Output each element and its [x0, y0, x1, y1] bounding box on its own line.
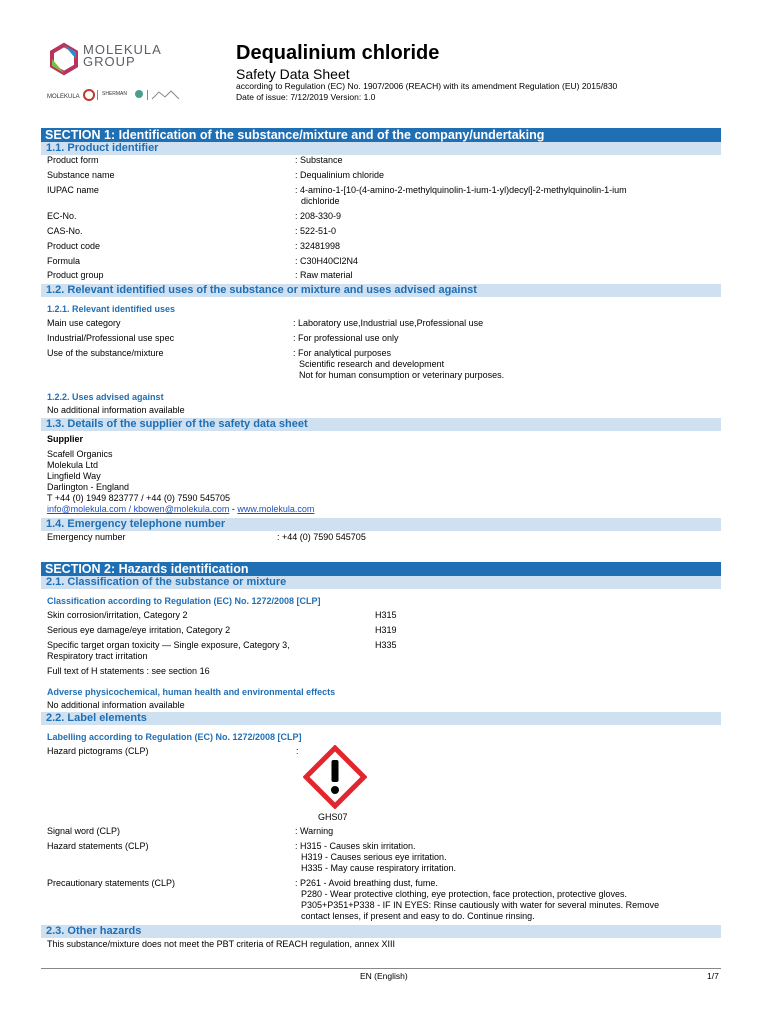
document-title: Dequalinium chloride [236, 42, 440, 64]
ghs07-pictogram [303, 745, 367, 809]
molekula-logo-icon [47, 42, 81, 76]
hazard-class-label: Specific target organ toxicity — Single exposure, Category 3, [47, 640, 290, 650]
pictogram-label: Hazard pictograms (CLP) [47, 746, 149, 756]
row-value: : For analytical purposes [293, 348, 392, 358]
row-label: Product form [47, 155, 99, 165]
hazard-class-code: H319 [375, 625, 397, 635]
issue-date: Date of issue: 7/12/2019 Version: 1.0 [236, 92, 376, 102]
precautionary-statement: : P261 - Avoid breathing dust, fume. [295, 878, 438, 888]
footer-divider [41, 968, 721, 969]
precautionary-statement: P305+P351+P338 - IF IN EYES: Rinse cautiously with water for several minutes. Remove [301, 900, 660, 910]
subsection-1-1-header: 1.1. Product identifier [41, 142, 721, 155]
row-value: : Laboratory use,Industrial use,Professional use [293, 318, 484, 328]
classification-title: Classification according to Regulation (EC) No. 1272/2008 [CLP] [47, 596, 321, 606]
row-label: CAS-No. [47, 226, 83, 236]
subsection-2-1-header: 2.1. Classification of the substance or mixture [41, 576, 721, 589]
no-info-text: No additional information available [47, 405, 185, 415]
labelling-title: Labelling according to Regulation (EC) No. 1272/2008 [CLP] [47, 732, 302, 742]
hazard-class-label: Serious eye damage/eye irritation, Category 2 [47, 625, 231, 635]
partner-logos [47, 86, 212, 104]
hazard-statements-label: Hazard statements (CLP) [47, 841, 149, 851]
regulation-text: according to Regulation (EC) No. 1907/2006 (REACH) with its amendment Regulation (EU) 2015/830 [236, 81, 618, 91]
row-value: : Dequalinium chloride [295, 170, 385, 180]
row-value: : Substance [295, 155, 343, 165]
row-value: : C30H40Cl2N4 [295, 256, 359, 266]
subsection-1-3-header: 1.3. Details of the supplier of the safety data sheet [41, 418, 721, 431]
row-label: Product group [47, 270, 104, 280]
subsection-1-2-2-title: 1.2.2. Uses advised against [47, 392, 164, 402]
adverse-effects-title: Adverse physicochemical, human health and environmental effects [47, 687, 336, 697]
website-link[interactable]: www.molekula.com [237, 504, 315, 514]
row-label: IUPAC name [47, 185, 99, 195]
row-value-cont: Scientific research and development [299, 359, 445, 369]
supplier-line: Darlington - England [47, 482, 130, 492]
row-value: : 32481998 [295, 241, 341, 251]
section-1-header: SECTION 1: Identification of the substance/mixture and of the company/undertaking [41, 128, 721, 142]
link-separator: - [229, 504, 238, 514]
hazard-class-code: H315 [375, 610, 397, 620]
hazard-statement: : H315 - Causes skin irritation. [295, 841, 416, 851]
subsection-1-4-header: 1.4. Emergency telephone number [41, 518, 721, 531]
footer-page-number: 1/7 [707, 971, 719, 981]
section-2-header: SECTION 2: Hazards identification [41, 562, 721, 576]
row-label: Industrial/Professional use spec [47, 333, 175, 343]
hazard-class-code: H335 [375, 640, 397, 650]
pictogram-colon: : [296, 746, 299, 756]
emergency-value: : +44 (0) 7590 545705 [277, 532, 366, 542]
signal-word-value: : Warning [295, 826, 334, 836]
svg-text:SHERMAN: SHERMAN [102, 91, 128, 97]
precautionary-label: Precautionary statements (CLP) [47, 878, 176, 888]
subsection-2-2-header: 2.2. Label elements [41, 712, 721, 725]
row-value: : For professional use only [293, 333, 399, 343]
row-value: : 522-51-0 [295, 226, 337, 236]
row-label: Formula [47, 256, 81, 266]
document-subtitle: Safety Data Sheet [236, 66, 350, 82]
document-meta [236, 81, 617, 103]
supplier-line: Scafell Organics [47, 449, 113, 459]
supplier-line: Molekula Ltd [47, 460, 99, 470]
supplier-phone: T +44 (0) 1949 823777 / +44 (0) 7590 545705 [47, 493, 230, 503]
row-label: Substance name [47, 170, 115, 180]
row-label: Product code [47, 241, 101, 251]
row-label: Main use category [47, 318, 121, 328]
hazard-statement: H335 - May cause respiratory irritation. [301, 863, 457, 873]
supplier-label: Supplier [47, 434, 84, 444]
email-link[interactable]: info@molekula.com / kbowen@molekula.com [47, 504, 230, 514]
emergency-label: Emergency number [47, 532, 126, 542]
hazard-class-label-cont: Respiratory tract irritation [47, 651, 148, 661]
full-text-note: Full text of H statements : see section 16 [47, 666, 210, 676]
subsection-1-2-1-title: 1.2.1. Relevant identified uses [47, 304, 176, 314]
other-hazards-text: This substance/mixture does not meet the PBT criteria of REACH regulation, annex XIII [47, 939, 395, 949]
row-value: : 4-amino-1-[10-(4-amino-2-methylquinolin-1-ium-1-yl)decyl]-2-methylquinolin-1-ium [295, 185, 627, 195]
supplier-contacts [47, 504, 314, 515]
row-label: EC-No. [47, 211, 77, 221]
logo-text: MOLEKULA GROUP [83, 42, 162, 69]
exclamation-mark-pictogram-icon [303, 745, 367, 809]
row-value-cont: dichloride [301, 196, 340, 206]
ghs-code: GHS07 [318, 812, 348, 822]
row-value: : Raw material [295, 270, 353, 280]
precautionary-statement: contact lenses, if present and easy to do. Continue rinsing. [301, 911, 535, 921]
row-value-cont: Not for human consumption or veterinary purposes. [299, 370, 505, 380]
hazard-class-label: Skin corrosion/irritation, Category 2 [47, 610, 188, 620]
signal-word-label: Signal word (CLP) [47, 826, 121, 836]
subsection-2-3-header: 2.3. Other hazards [41, 925, 721, 938]
subsection-1-2-header: 1.2. Relevant identified uses of the substance or mixture and uses advised against [41, 284, 721, 297]
supplier-line: Lingfield Way [47, 471, 101, 481]
precautionary-statement: P280 - Wear protective clothing, eye protection, face protection, protective gloves. [301, 889, 628, 899]
hazard-statement: H319 - Causes serious eye irritation. [301, 852, 447, 862]
row-label: Use of the substance/mixture [47, 348, 164, 358]
svg-text:MOLEKULA: MOLEKULA [47, 94, 80, 100]
row-value: : 208-330-9 [295, 211, 342, 221]
no-info-text: No additional information available [47, 700, 185, 710]
footer-language: EN (English) [360, 971, 408, 981]
